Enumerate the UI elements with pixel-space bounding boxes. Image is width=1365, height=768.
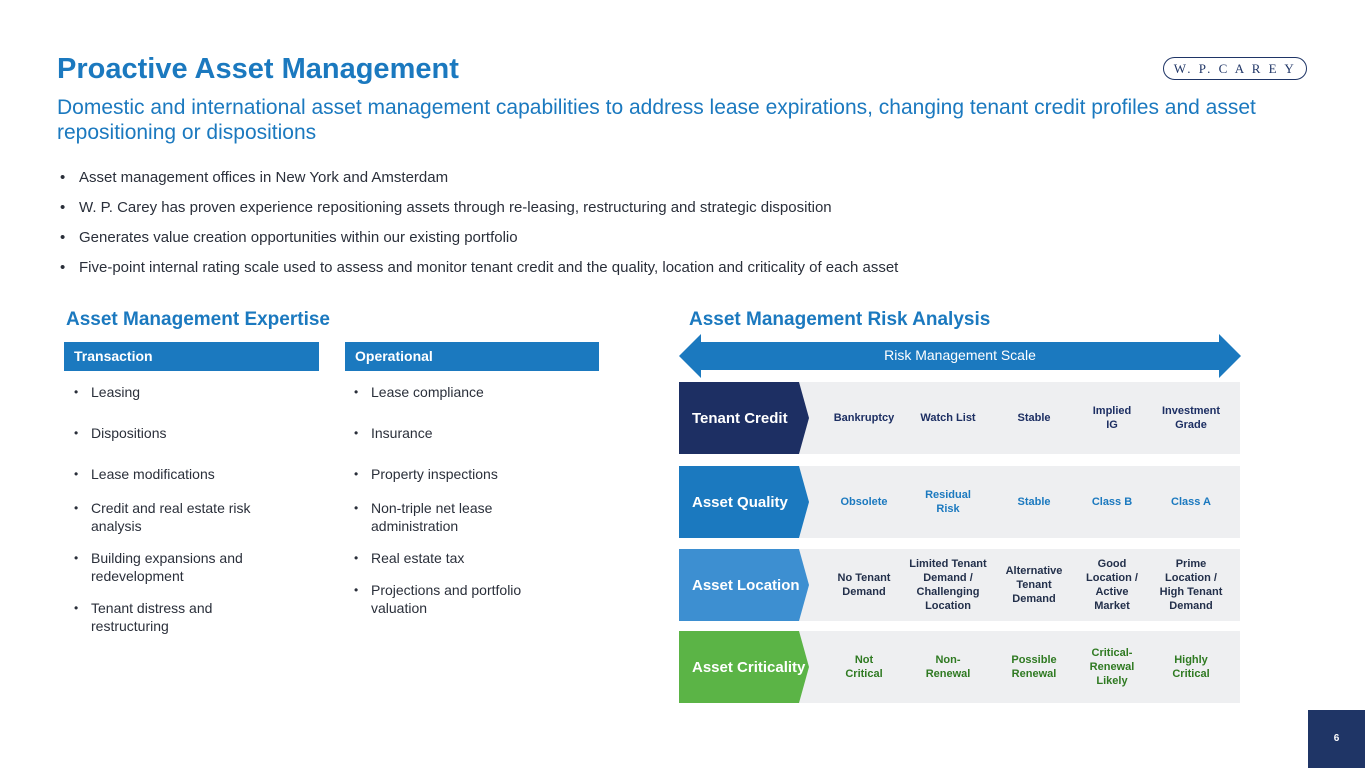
bullet-icon: • xyxy=(354,426,359,440)
operational-header: Operational xyxy=(345,342,599,371)
transaction-item xyxy=(74,383,304,401)
bullet-item: • Generates value creation opportunities within our existing portfolio xyxy=(60,228,898,258)
risk-cell: Class A xyxy=(1171,496,1211,508)
risk-row-tenant-credit xyxy=(679,382,1240,454)
risk-row-label: Asset Criticality xyxy=(679,631,809,703)
risk-heading: Asset Management Risk Analysis xyxy=(689,309,991,330)
risk-cell: No Tenant Demand xyxy=(837,572,891,598)
bullet-icon: • xyxy=(74,385,79,399)
operational-item xyxy=(354,549,584,567)
bullet-icon: • xyxy=(74,551,79,565)
transaction-item xyxy=(74,465,304,483)
operational-item-label: Real estate tax xyxy=(371,550,465,566)
bullet-item: • Five-point internal rating scale used to assess and monitor tenant credit and the quality, location and criticality of each asset xyxy=(60,258,898,288)
bullet-icon: • xyxy=(354,467,359,481)
risk-cell: Prime Location / High Tenant Demand xyxy=(1159,558,1223,612)
risk-cell: Possible Renewal xyxy=(1011,654,1057,680)
risk-cell: Limited Tenant Demand / Challenging Location xyxy=(909,558,987,612)
page-subtitle: Domestic and international asset management capabilities to address lease expirations, changing tenant credit profiles and asset repositioning or dispositions xyxy=(57,96,1256,144)
bullet-icon: • xyxy=(74,501,79,515)
operational-item xyxy=(354,581,554,617)
bullet-icon: • xyxy=(74,467,79,481)
transaction-item-label: Building expansions and redevelopment xyxy=(91,550,243,584)
risk-cell: Residual Risk xyxy=(925,489,971,515)
risk-cell: Stable xyxy=(1017,412,1051,424)
operational-item xyxy=(354,465,584,483)
operational-item-label: Non-triple net lease administration xyxy=(371,500,493,534)
risk-row-asset-quality xyxy=(679,466,1240,538)
transaction-item-label: Tenant distress and restructuring xyxy=(91,600,213,634)
transaction-item-label: Dispositions xyxy=(91,425,167,441)
risk-row-label: Tenant Credit xyxy=(679,382,809,454)
bullet-icon: • xyxy=(74,601,79,615)
transaction-item-label: Lease modifications xyxy=(91,466,215,482)
transaction-item xyxy=(74,424,304,442)
page-number: 6 xyxy=(1308,710,1365,768)
operational-item-label: Property inspections xyxy=(371,466,498,482)
risk-cell: Highly Critical xyxy=(1172,654,1210,680)
risk-cell: Investment Grade xyxy=(1161,405,1221,431)
operational-item xyxy=(354,383,584,401)
transaction-item xyxy=(74,599,289,635)
risk-cell: Implied IG xyxy=(1092,405,1132,431)
risk-cell: Non-Renewal xyxy=(925,654,971,680)
transaction-item-label: Credit and real estate risk analysis xyxy=(91,500,251,534)
risk-cell: Class B xyxy=(1091,496,1133,508)
risk-cell: Critical-Renewal Likely xyxy=(1089,647,1135,687)
operational-item-label: Lease compliance xyxy=(371,384,484,400)
transaction-item-label: Leasing xyxy=(91,384,141,400)
operational-item-label: Insurance xyxy=(371,425,433,441)
operational-item-label: Projections and portfolio valuation xyxy=(371,582,522,616)
operational-item xyxy=(354,499,544,535)
bullet-icon: • xyxy=(74,426,79,440)
risk-cell: Obsolete xyxy=(840,496,888,508)
transaction-header: Transaction xyxy=(64,342,319,371)
bullet-item: • W. P. Carey has proven experience repositioning assets through re-leasing, restructuring and strategic disposition xyxy=(60,198,898,228)
bullet-icon: • xyxy=(354,583,359,597)
risk-row-asset-location xyxy=(679,549,1240,621)
risk-cell: Not Critical xyxy=(845,654,883,680)
bullet-icon: • xyxy=(354,501,359,515)
risk-row-label: Asset Location xyxy=(679,549,809,621)
transaction-item xyxy=(74,549,289,585)
operational-item xyxy=(354,424,584,442)
bullet-icon: • xyxy=(354,551,359,565)
bullet-list xyxy=(60,168,898,288)
transaction-item xyxy=(74,499,289,535)
company-logo: W. P. C A R E Y xyxy=(1163,57,1307,80)
risk-cell: Good Location / Active Market xyxy=(1086,558,1138,612)
risk-cell: Watch List xyxy=(920,412,976,424)
risk-row-asset-criticality xyxy=(679,631,1240,703)
bullet-item: • Asset management offices in New York and Amsterdam xyxy=(60,168,898,198)
expertise-heading: Asset Management Expertise xyxy=(66,309,330,330)
risk-row-label: Asset Quality xyxy=(679,466,809,538)
page-title: Proactive Asset Management xyxy=(57,53,459,85)
risk-cell: Alternative Tenant Demand xyxy=(1005,565,1063,605)
risk-scale-label: Risk Management Scale xyxy=(884,347,1036,363)
risk-cell: Bankruptcy xyxy=(833,412,895,424)
bullet-icon: • xyxy=(354,385,359,399)
risk-cell: Stable xyxy=(1017,496,1051,508)
